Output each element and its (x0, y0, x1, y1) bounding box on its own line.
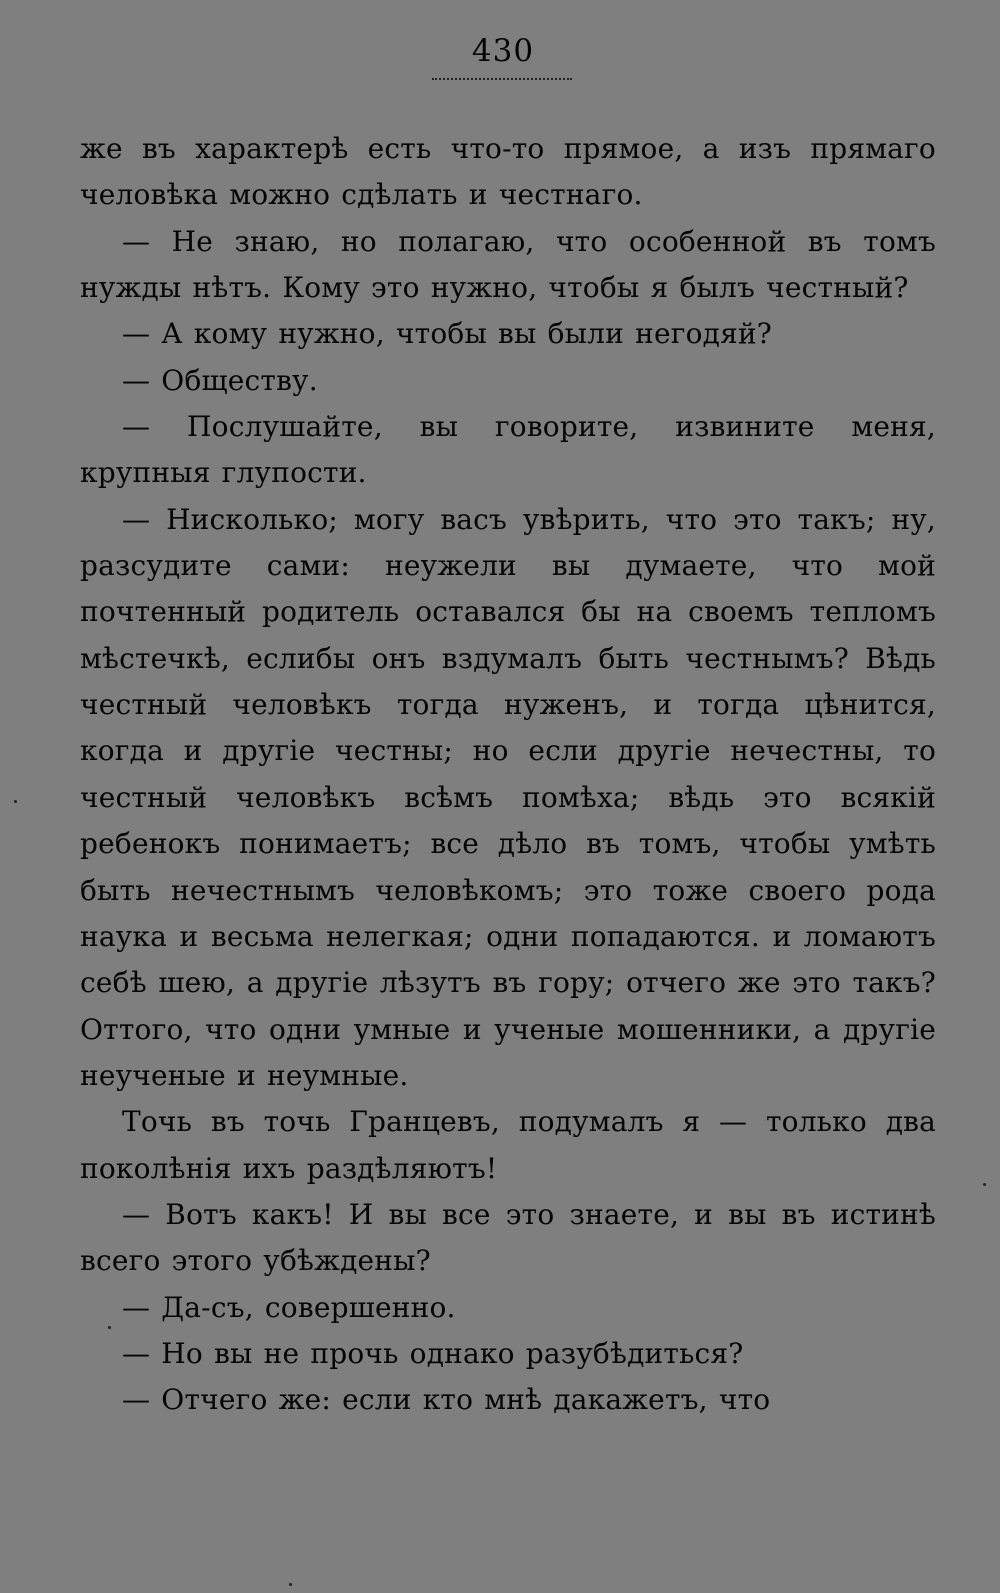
paragraph: — Отчего же: если кто мнѣ дакажетъ, что (122, 1383, 771, 1417)
scan-speck (289, 1583, 292, 1586)
header-rule (432, 78, 572, 80)
paragraph: — Но вы не прочь однако разубѣдиться? (122, 1336, 744, 1370)
paragraph: — Да-съ, совершенно. (122, 1290, 456, 1324)
scan-speck (14, 800, 17, 803)
paragraph: Точь въ точь Гранцевъ, подумалъ я — только два поколѣнія ихъ раздѣляютъ! (80, 1105, 936, 1185)
page-header (0, 32, 1000, 70)
paragraph: — Вотъ какъ! И вы все это знаете, и вы въ истинѣ всего этого убѣждены? (80, 1197, 936, 1278)
body-text (80, 126, 936, 1424)
scan-speck (983, 1183, 986, 1186)
scan-speck (108, 1326, 111, 1329)
paragraph: — Не знаю, но полагаю, что особенной въ томъ нужды нѣтъ. Кому это нужно, чтобы я былъ честный? (80, 224, 936, 305)
paragraph: — Обществу. (122, 363, 318, 397)
paragraph: — Послушайте, вы говорите, извините меня, крупныя глупости. (80, 410, 936, 490)
paragraph: — А кому нужно, чтобы вы были негодяй? (122, 317, 773, 351)
paragraph: же въ характерѣ есть что-то прямое, а изъ прямаго человѣка можно сдѣлать и честнаго. (80, 132, 936, 212)
page-number: 430 (471, 33, 535, 69)
paragraph: — Нисколько; могу васъ увѣрить, что это такъ; ну, разсудите сами: неужели вы думаете, что мой почтенный родитель оставался бы на своемъ тепломъ мѣстечкѣ, еслибы онъ вздумалъ быть честнымъ? Вѣдь честный человѣкъ тогда нуженъ, и тогда цѣнится, когда и другіе честны; но если другіе нечестны, то честный человѣкъ всѣмъ помѣха; вѣдь это всякій ребенокъ понимаетъ; все дѣло въ томъ, чтобы умѣть быть нечестнымъ человѣкомъ; это тоже своего рода наука и весьма нелегкая; одни попадаются. и ломаютъ себѣ шею, а другіе лѣзутъ въ гору; отчего же это такъ? Оттого, что одни умные и ученые мошенники, а другіе неученые и неумные. (80, 502, 936, 1092)
